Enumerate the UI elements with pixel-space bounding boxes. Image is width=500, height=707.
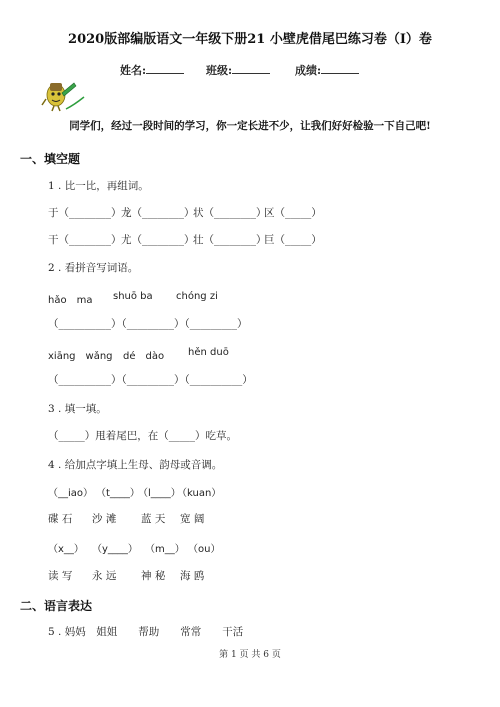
q4-word: 沙 滩 — [92, 513, 117, 525]
q1-item: 巨（_____） — [264, 234, 322, 246]
question-4-prompt: 4 . 给加点字填上生母、韵母或音调。 — [48, 459, 223, 471]
question-3-line: （_____）甩着尾巴，在（_____）吃草。 — [48, 430, 237, 442]
q4-blank: （ou） — [188, 544, 221, 555]
q4-blank: （l____） — [138, 488, 181, 499]
q4-blank: （t____） — [96, 488, 140, 499]
q4-blank: （kuan） — [177, 488, 222, 499]
page-title: 2020版部编版语文一年级下册21 小壁虎借尾巴练习卷（I）卷 — [68, 32, 432, 47]
pinyin-item: shuō ba — [113, 291, 153, 302]
encouragement-text: 同学们，经过一段时间的学习，你一定长进不少，让我们好好检验一下自己吧! — [69, 120, 431, 132]
q1-item: 壮（________） — [193, 234, 267, 246]
q4-word: 永 远 — [92, 570, 117, 582]
score-blank — [321, 63, 359, 74]
pinyin-item: dé dào — [123, 351, 165, 362]
mascot-pencil-icon — [40, 75, 86, 113]
pinyin-item: xiāng wǎng — [48, 351, 113, 362]
q1-item: 于（________） — [48, 207, 122, 219]
q1-item: 状（________） — [193, 207, 267, 219]
pinyin-item: hěn duō — [188, 347, 229, 358]
q4-word: 宽 阔 — [180, 513, 205, 525]
name-label: 姓名: — [120, 64, 147, 77]
q4-word: 海 鸥 — [180, 570, 205, 582]
q4-blank: （x__） — [48, 544, 84, 555]
q1-item: 尤（________） — [121, 234, 195, 246]
class-blank — [232, 63, 270, 74]
pinyin-item: hǎo ma — [48, 295, 93, 306]
page-footer: 第 1 页 共 6 页 — [219, 650, 281, 660]
name-blank — [146, 63, 184, 74]
question-3-prompt: 3 . 填一填。 — [48, 403, 107, 415]
section-heading-fill-in: 一、填空题 — [20, 152, 81, 166]
q1-item: 干（________） — [48, 234, 122, 246]
q4-word: 读 写 — [48, 570, 73, 582]
class-field — [206, 62, 270, 78]
q4-word: 蓝 天 — [141, 513, 166, 525]
question-2-prompt: 2 . 看拼音写词语。 — [48, 262, 139, 274]
q1-item: 龙（________） — [121, 207, 195, 219]
question-5-prompt: 5 . 妈妈 姐姐 帮助 常常 干活 — [48, 626, 244, 638]
score-label: 成绩: — [295, 64, 322, 77]
pinyin-answer-blanks: （__________）（_________）（_________） — [48, 318, 248, 330]
name-field — [120, 62, 184, 78]
class-label: 班级: — [206, 64, 233, 77]
q4-blank: （m__） — [145, 544, 185, 555]
q4-blank: （__iao） — [48, 488, 94, 499]
q4-blank: （y____） — [92, 544, 138, 555]
q4-word: 碟 石 — [48, 513, 73, 525]
score-field — [295, 62, 359, 78]
section-heading-language-expression: 二、语言表达 — [20, 599, 93, 613]
q4-word: 神 秘 — [141, 570, 166, 582]
q1-item: 区（_____） — [264, 207, 322, 219]
pinyin-answer-blanks: （__________）（_________）（__________） — [48, 374, 253, 386]
pinyin-item: chóng zi — [176, 291, 218, 302]
question-1-prompt: 1 . 比一比，再组词。 — [48, 180, 149, 192]
